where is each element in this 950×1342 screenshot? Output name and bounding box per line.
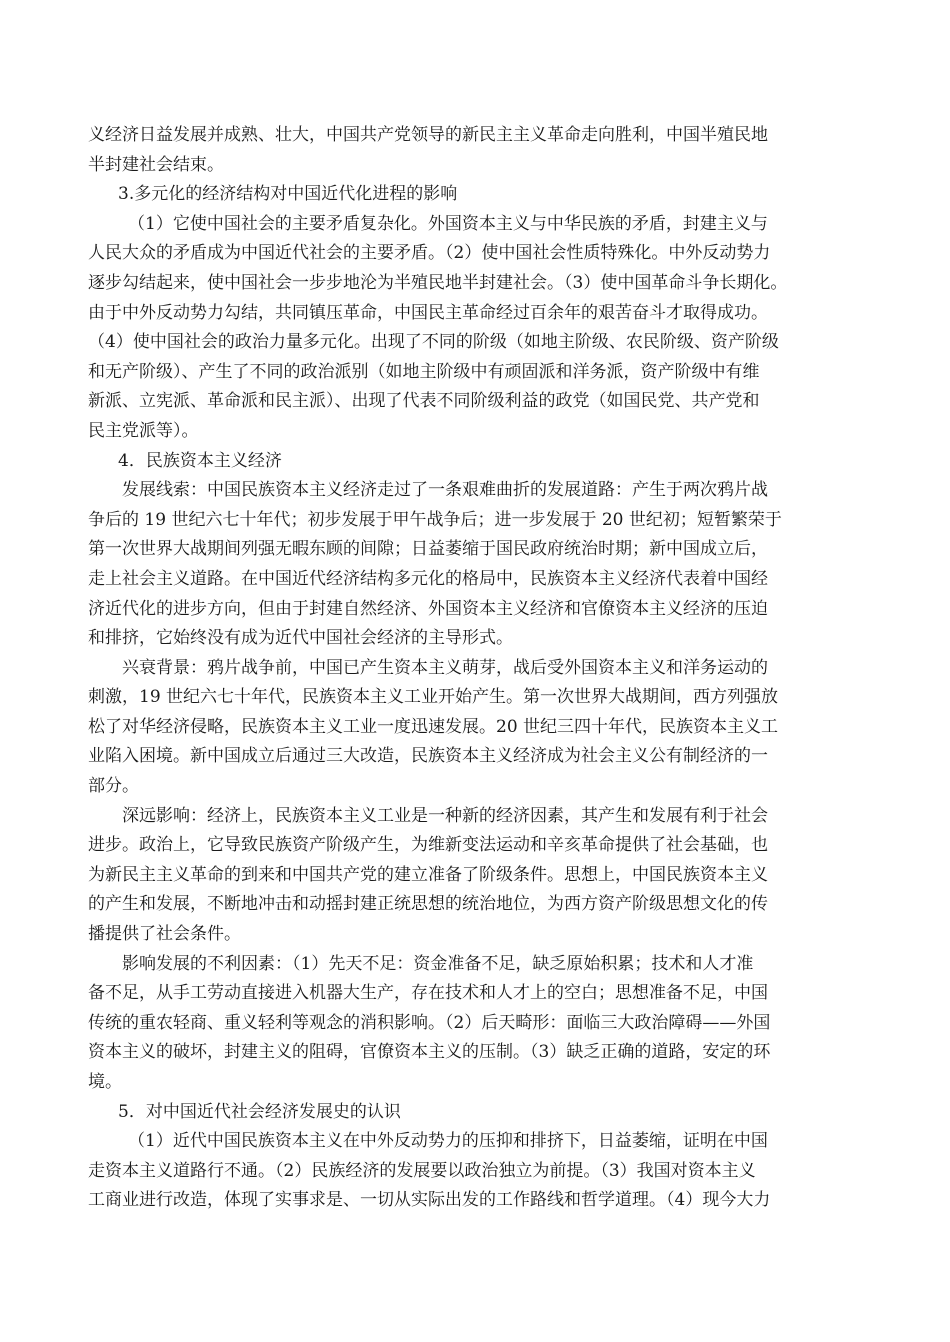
text-line: 3.多元化的经济结构对中国近代化进程的影响 xyxy=(118,184,458,205)
text-line: 工商业进行改造，体现了实事求是、一切从实际出发的工作路线和哲学道理。（4）现今大力 xyxy=(88,1190,771,1211)
text-line: （1）它使中国社会的主要矛盾复杂化。外国资本主义与中华民族的矛盾，封建主义与 xyxy=(128,213,768,234)
text-line: 走上社会主义道路。在中国近代经济结构多元化的格局中，民族资本主义经济代表着中国经 xyxy=(88,568,768,589)
text-line: （4）使中国社会的政治力量多元化。出现了不同的阶级（如地主阶级、农民阶级、资产阶级 xyxy=(88,332,779,353)
text-line: 刺激，19 世纪六七十年代，民族资本主义工业开始产生。第一次世界大战期间，西方列强放 xyxy=(88,687,779,708)
text-line: 5．对中国近代社会经济发展史的认识 xyxy=(118,1101,401,1122)
document-body xyxy=(88,121,878,1216)
text-line: 由于中外反动势力勾结，共同镇压革命，中国民主革命经过百余年的艰苦奋斗才取得成功。 xyxy=(88,302,768,323)
text-line: 发展线索：中国民族资本主义经济走过了一条艰难曲折的发展道路：产生于两次鸦片战 xyxy=(122,480,768,501)
text-line: 新派、立宪派、革命派和民主派）、出现了代表不同阶级利益的政党（如国民党、共产党和 xyxy=(88,391,760,412)
text-line: 影响发展的不利因素：（1）先天不足：资金准备不足，缺乏原始积累；技术和人才准 xyxy=(122,953,754,974)
text-line: 松了对华经济侵略，民族资本主义工业一度迅速发展。20 世纪三四十年代，民族资本主义工 xyxy=(88,716,779,737)
text-line: 深远影响：经济上，民族资本主义工业是一种新的经济因素，其产生和发展有利于社会 xyxy=(122,805,768,826)
text-line: 争后的 19 世纪六七十年代；初步发展于甲午战争后；进一步发展于 20 世纪初；短暂繁荣于 xyxy=(88,509,782,530)
text-line: 进步。政治上，它导致民族资产阶级产生，为维新变法运动和辛亥革命提供了社会基础，也 xyxy=(88,835,768,856)
text-line: 和排挤，它始终没有成为近代中国社会经济的主导形式。 xyxy=(88,628,513,649)
text-line: 境。 xyxy=(88,1072,122,1092)
text-line: 和无产阶级）、产生了不同的政治派别（如地主阶级中有顽固派和洋务派，资产阶级中有维 xyxy=(88,361,760,382)
text-line: 备不足，从手工劳动直接进入机器大生产，存在技术和人才上的空白；思想准备不足，中国 xyxy=(88,983,768,1004)
text-line: 播提供了社会条件。 xyxy=(88,924,241,945)
text-line: 逐步勾结起来，使中国社会一步步地沦为半殖民地半封建社会。（3）使中国革命斗争长期化。 xyxy=(88,272,788,293)
text-line: 传统的重农轻商、重义轻利等观念的消积影响。（2）后天畸形：面临三大政治障碍——外国 xyxy=(88,1012,771,1033)
text-line: 人民大众的矛盾成为中国近代社会的主要矛盾。（2）使中国社会性质特殊化。中外反动势力 xyxy=(88,243,771,264)
text-line: 民主党派等）。 xyxy=(88,420,199,441)
text-line: 义经济日益发展并成熟、壮大，中国共产党领导的新民主主义革命走向胜利，中国半殖民地 xyxy=(88,125,768,145)
text-line: 济近代化的进步方向，但由于封建自然经济、外国资本主义经济和官僚资本主义经济的压迫 xyxy=(88,598,768,619)
text-line: 部分。 xyxy=(88,776,139,797)
text-line: 的产生和发展，不断地冲击和动摇封建正统思想的统治地位，为西方资产阶级思想文化的传 xyxy=(88,894,768,915)
text-line: 资本主义的破坏，封建主义的阻碍，官僚资本主义的压制。（3）缺乏正确的道路，安定的环 xyxy=(88,1042,771,1063)
text-line: 兴衰背景：鸦片战争前，中国已产生资本主义萌芽，战后受外国资本主义和洋务运动的 xyxy=(122,657,768,678)
text-line: 业陷入困境。新中国成立后通过三大改造，民族资本主义经济成为社会主义公有制经济的一 xyxy=(88,746,768,767)
text-line: 半封建社会结束。 xyxy=(88,154,224,175)
text-line: （1）近代中国民族资本主义在中外反动势力的压抑和排挤下，日益萎缩，证明在中国 xyxy=(128,1131,768,1152)
text-line: 第一次世界大战期间列强无暇东顾的间隙；日益萎缩于国民政府统治时期；新中国成立后， xyxy=(88,539,768,560)
text-line: 走资本主义道路行不通。（2）民族经济的发展要以政治独立为前提。（3）我国对资本主义 xyxy=(88,1160,756,1181)
text-line: 为新民主主义革命的到来和中国共产党的建立准备了阶级条件。思想上，中国民族资本主义 xyxy=(88,864,768,885)
text-line: 4．民族资本主义经济 xyxy=(118,450,282,471)
